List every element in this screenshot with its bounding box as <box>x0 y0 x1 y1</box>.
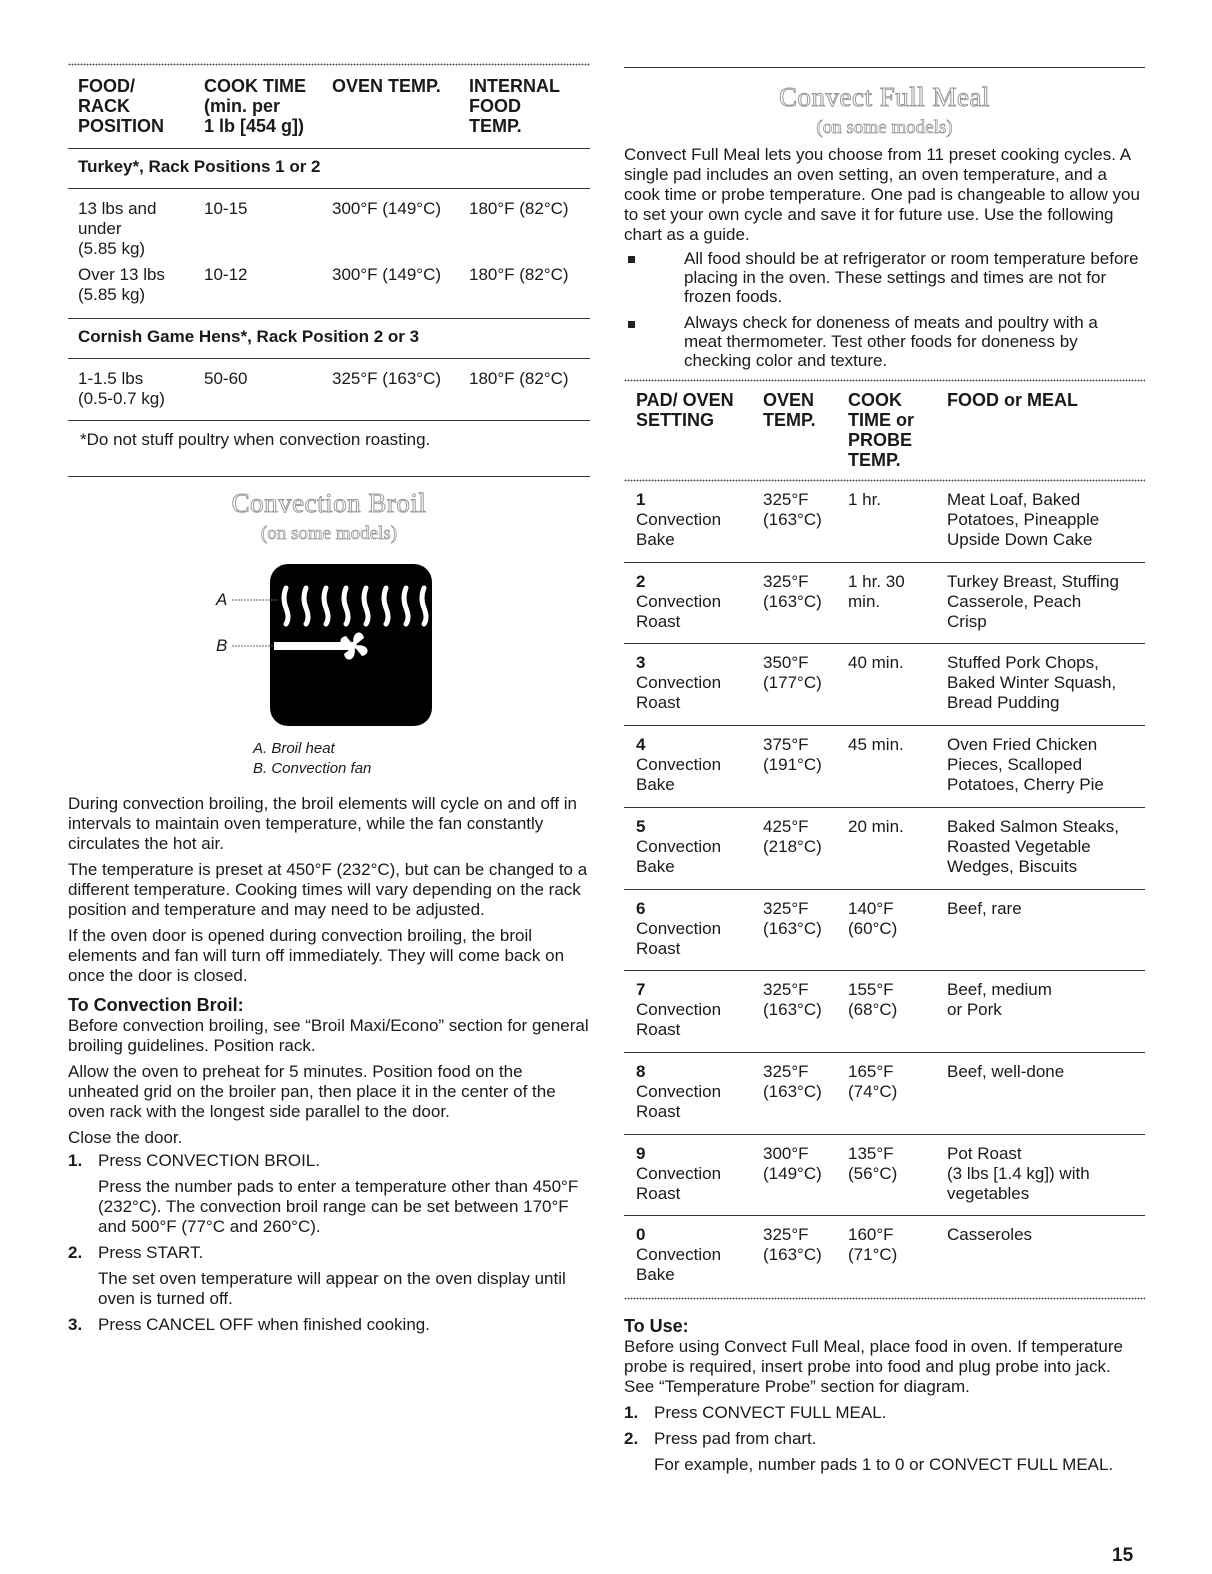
caption-broil-heat: A. Broil heat <box>253 740 335 757</box>
cfm-header-time: COOK TIME or PROBE TEMP. <box>848 390 914 470</box>
table-row <box>624 899 1145 981</box>
rule <box>68 148 590 149</box>
header-oven-temp: OVEN TEMP. <box>332 76 441 96</box>
hens-row-internal: 180°F (82°C) <box>469 369 569 388</box>
oven-setting: Convection Roast <box>636 1164 722 1203</box>
pad-number: 6 <box>636 899 646 918</box>
pad-cell <box>636 572 721 632</box>
to-use-section <box>624 1316 1145 1475</box>
hens-row-food: 1-1.5 lbs (0.5-0.7 kg) <box>78 369 165 408</box>
table-row <box>624 1062 1145 1144</box>
dotted-rule <box>624 1297 1145 1300</box>
oven-temp: 375°F (191°C) <box>763 735 822 774</box>
pad-cell <box>636 1062 721 1122</box>
convect-full-meal-subtitle: (on some models) <box>816 117 953 138</box>
pad-number: 1 <box>636 490 646 509</box>
step-detail: The set oven temperature will appear on the oven display until oven is turned off. <box>98 1269 566 1308</box>
pad-cell <box>636 653 721 713</box>
oven-setting: Convection Bake <box>636 837 722 876</box>
broil-para-1: During convection broiling, the broil elements will cycle on and off in intervals to maintain oven temperature, while the fan constantly circulates the hot air. <box>68 794 578 853</box>
step-text: Press CONVECT FULL MEAL. <box>654 1403 887 1422</box>
cfm-bullet-2: Always check for doneness of meats and poultry with a meat thermometer. Test other foods for doneness by checking color and texture. <box>684 313 1098 370</box>
table-row <box>624 490 1145 572</box>
food-or-meal: Meat Loaf, Baked Potatoes, Pineapple Upside Down Cake <box>947 490 1100 549</box>
pad-number: 3 <box>636 653 646 672</box>
rule <box>68 318 590 319</box>
food-or-meal: Beef, medium or Pork <box>947 980 1052 1019</box>
cfm-header-food: FOOD or MEAL <box>947 390 1078 410</box>
oven-temp: 325°F (163°C) <box>763 1062 822 1101</box>
step-text: Press CONVECTION BROIL. <box>98 1151 320 1170</box>
table-row <box>624 1144 1145 1226</box>
row-divider <box>624 562 1145 563</box>
food-or-meal: Pot Roast (3 lbs [1.4 kg]) with vegetables <box>947 1144 1090 1203</box>
row-divider <box>624 1052 1145 1053</box>
oven-temp: 325°F (163°C) <box>763 980 822 1019</box>
footnote: *Do not stuff poultry when convection roasting. <box>80 430 431 449</box>
oven-temp: 300°F (149°C) <box>763 1144 822 1183</box>
turkey-row1-internal: 180°F (82°C) <box>469 199 569 218</box>
dotted-rule <box>624 479 1145 482</box>
oven-setting: Convection Roast <box>636 592 722 631</box>
cook-time: 165°F (74°C) <box>848 1062 898 1101</box>
step-number: 3. <box>68 1315 83 1334</box>
turkey-row2-oven: 300°F (149°C) <box>332 265 442 284</box>
hens-row-oven: 325°F (163°C) <box>332 369 442 388</box>
cook-time: 1 hr. 30 min. <box>848 572 905 611</box>
row-divider <box>624 643 1145 644</box>
oven-setting: Convection Roast <box>636 919 722 958</box>
bullet-icon <box>628 321 635 328</box>
convection-broil-subtitle: (on some models) <box>260 523 398 544</box>
cook-time: 20 min. <box>848 817 904 836</box>
figure-label-a: A <box>216 590 228 609</box>
step-text: Press pad from chart. <box>654 1429 817 1448</box>
pad-number: 7 <box>636 980 646 999</box>
row-divider <box>624 1134 1145 1135</box>
food-or-meal: Oven Fried Chicken Pieces, Scalloped Potatoes, Cherry Pie <box>947 735 1104 794</box>
broil-step-3 <box>68 1315 590 1335</box>
row-divider <box>624 889 1145 890</box>
table-row <box>624 653 1145 735</box>
oven-setting: Convection Bake <box>636 755 722 794</box>
cfm-header-pad: PAD/ OVEN SETTING <box>636 390 734 430</box>
convection-fan-icon <box>340 632 367 659</box>
turkey-row1-time: 10-15 <box>204 199 248 218</box>
table-row <box>624 1225 1145 1307</box>
oven-temp: 350°F (177°C) <box>763 653 822 692</box>
oven-temp: 325°F (163°C) <box>763 490 822 529</box>
cfm-bullet-1: All food should be at refrigerator or room temperature before placing in the oven. These settings and times are not for frozen foods. <box>684 249 1139 306</box>
oven-setting: Convection Bake <box>636 510 722 549</box>
oven-illustration <box>228 560 438 730</box>
to-use-para: Before using Convect Full Meal, place food in oven. If temperature probe is required, insert probe into food and plug probe into jack. See “Temperature Probe” section for diagram. <box>624 1337 1123 1396</box>
to-use-heading: To Use: <box>624 1316 689 1336</box>
turkey-row2-food: Over 13 lbs (5.85 kg) <box>78 265 165 304</box>
howto-para-1: Before convection broiling, see “Broil Maxi/Econo” section for general broiling guidelines. Position rack. <box>68 1016 589 1055</box>
pad-number: 2 <box>636 572 646 591</box>
step-number: 1. <box>68 1151 83 1170</box>
rule <box>68 420 590 421</box>
dotted-rule <box>624 379 1145 382</box>
figure-label-b: B <box>216 636 228 655</box>
step-text: Press CANCEL OFF when finished cooking. <box>98 1315 430 1334</box>
cfm-intro: Convect Full Meal lets you choose from 11 preset cooking cycles. A single pad includes an oven setting, an oven temperature, and a cook time or probe temperature. One pad is changeable to allow you to set your own cycle and save it for future use. Use the following chart as a guide. <box>624 145 1140 244</box>
pad-cell <box>636 980 721 1040</box>
oven-temp: 325°F (163°C) <box>763 899 822 938</box>
step-text: Press START. <box>98 1243 204 1262</box>
broil-para-2: The temperature is preset at 450°F (232°C), but can be changed to a different temperature. Cooking times will vary depending on the rack position and temperature and may need to be adjusted. <box>68 860 588 919</box>
cook-time: 45 min. <box>848 735 904 754</box>
figure-captions <box>253 739 371 779</box>
table-row <box>624 735 1145 817</box>
broil-step-1 <box>68 1151 590 1243</box>
food-or-meal: Casseroles <box>947 1225 1033 1244</box>
turkey-row1-oven: 300°F (149°C) <box>332 199 442 218</box>
table-row <box>624 817 1145 899</box>
hens-row-time: 50-60 <box>204 369 248 388</box>
oven-temp: 425°F (218°C) <box>763 817 822 856</box>
oven-setting: Convection Roast <box>636 673 722 712</box>
broil-para-3: If the oven door is opened during convection broiling, the broil elements and fan will turn off immediately. They will come back on once the door is closed. <box>68 926 565 985</box>
pad-cell <box>636 735 721 795</box>
page-number: 15 <box>1112 1545 1134 1566</box>
cfm-header-temp: OVEN TEMP. <box>763 390 816 430</box>
convect-full-meal-title: Convect Full Meal <box>779 82 990 112</box>
group-hens: Cornish Game Hens*, Rack Position 2 or 3 <box>78 327 420 346</box>
howto-para-2: Allow the oven to preheat for 5 minutes. Position food on the unheated grid on the broiler pan, then place it in the center of the oven rack with the longest side parallel to the door. <box>68 1062 556 1121</box>
bullet-icon <box>628 256 635 263</box>
broil-step-2 <box>68 1243 590 1315</box>
pad-cell <box>636 899 721 959</box>
step-detail: For example, number pads 1 to 0 or CONVECT FULL MEAL. <box>654 1455 1114 1474</box>
pad-number: 4 <box>636 735 646 754</box>
row-divider <box>624 1215 1145 1216</box>
food-or-meal: Turkey Breast, Stuffing Casserole, Peach Crisp <box>947 572 1119 631</box>
header-cook-time: COOK TIME (min. per 1 lb [454 g]) <box>204 76 306 136</box>
turkey-row2-internal: 180°F (82°C) <box>469 265 569 284</box>
row-divider <box>624 725 1145 726</box>
to-convection-broil-heading: To Convection Broil: <box>68 995 244 1015</box>
pad-number: 9 <box>636 1144 646 1163</box>
oven-setting: Convection Bake <box>636 1245 722 1284</box>
cook-time: 135°F (56°C) <box>848 1144 898 1183</box>
header-food: FOOD/ RACK POSITION <box>78 76 165 136</box>
pad-cell <box>636 490 721 550</box>
header-internal-temp: INTERNAL FOOD TEMP. <box>469 76 560 136</box>
pad-number: 0 <box>636 1225 646 1244</box>
oven-setting: Convection Roast <box>636 1000 722 1039</box>
rule <box>68 188 590 189</box>
step-number: 1. <box>624 1403 639 1422</box>
row-divider <box>624 807 1145 808</box>
row-divider <box>624 970 1145 971</box>
pad-cell <box>636 1144 721 1204</box>
food-or-meal: Baked Salmon Steaks, Roasted Vegetable Wedges, Biscuits <box>947 817 1119 876</box>
convection-broil-title: Convection Broil <box>231 488 427 518</box>
cook-time: 40 min. <box>848 653 904 672</box>
food-or-meal: Beef, rare <box>947 899 1022 918</box>
cook-time: 140°F (60°C) <box>848 899 898 938</box>
rule <box>624 67 1145 68</box>
pad-cell <box>636 1225 721 1285</box>
pad-cell <box>636 817 721 877</box>
broil-body <box>68 794 590 1335</box>
rule <box>68 476 590 477</box>
step-number: 2. <box>68 1243 83 1262</box>
dotted-rule <box>68 63 590 66</box>
cfm-step-1 <box>624 1403 1145 1423</box>
cook-time: 155°F (68°C) <box>848 980 898 1019</box>
cfm-step-2 <box>624 1429 1145 1475</box>
pad-number: 5 <box>636 817 646 836</box>
rule <box>68 358 590 359</box>
food-or-meal: Stuffed Pork Chops, Baked Winter Squash, Bread Pudding <box>947 653 1117 712</box>
cook-time: 1 hr. <box>848 490 882 509</box>
oven-temp: 325°F (163°C) <box>763 572 822 611</box>
turkey-row2-time: 10-12 <box>204 265 248 284</box>
step-detail: Press the number pads to enter a temperature other than 450°F (232°C). The convection broil range can be set between 170°F and 500°F (77°C and 260°C). <box>98 1177 579 1236</box>
group-turkey: Turkey*, Rack Positions 1 or 2 <box>78 157 321 176</box>
table-row <box>624 572 1145 654</box>
turkey-row1-food: 13 lbs and under (5.85 kg) <box>78 199 157 258</box>
pad-number: 8 <box>636 1062 646 1081</box>
caption-convection-fan: B. Convection fan <box>253 760 372 777</box>
table-row <box>624 980 1145 1062</box>
step-number: 2. <box>624 1429 639 1448</box>
oven-temp: 325°F (163°C) <box>763 1225 822 1264</box>
food-or-meal: Beef, well-done <box>947 1062 1065 1081</box>
howto-para-3: Close the door. <box>68 1128 183 1147</box>
oven-setting: Convection Roast <box>636 1082 722 1121</box>
cook-time: 160°F (71°C) <box>848 1225 898 1264</box>
